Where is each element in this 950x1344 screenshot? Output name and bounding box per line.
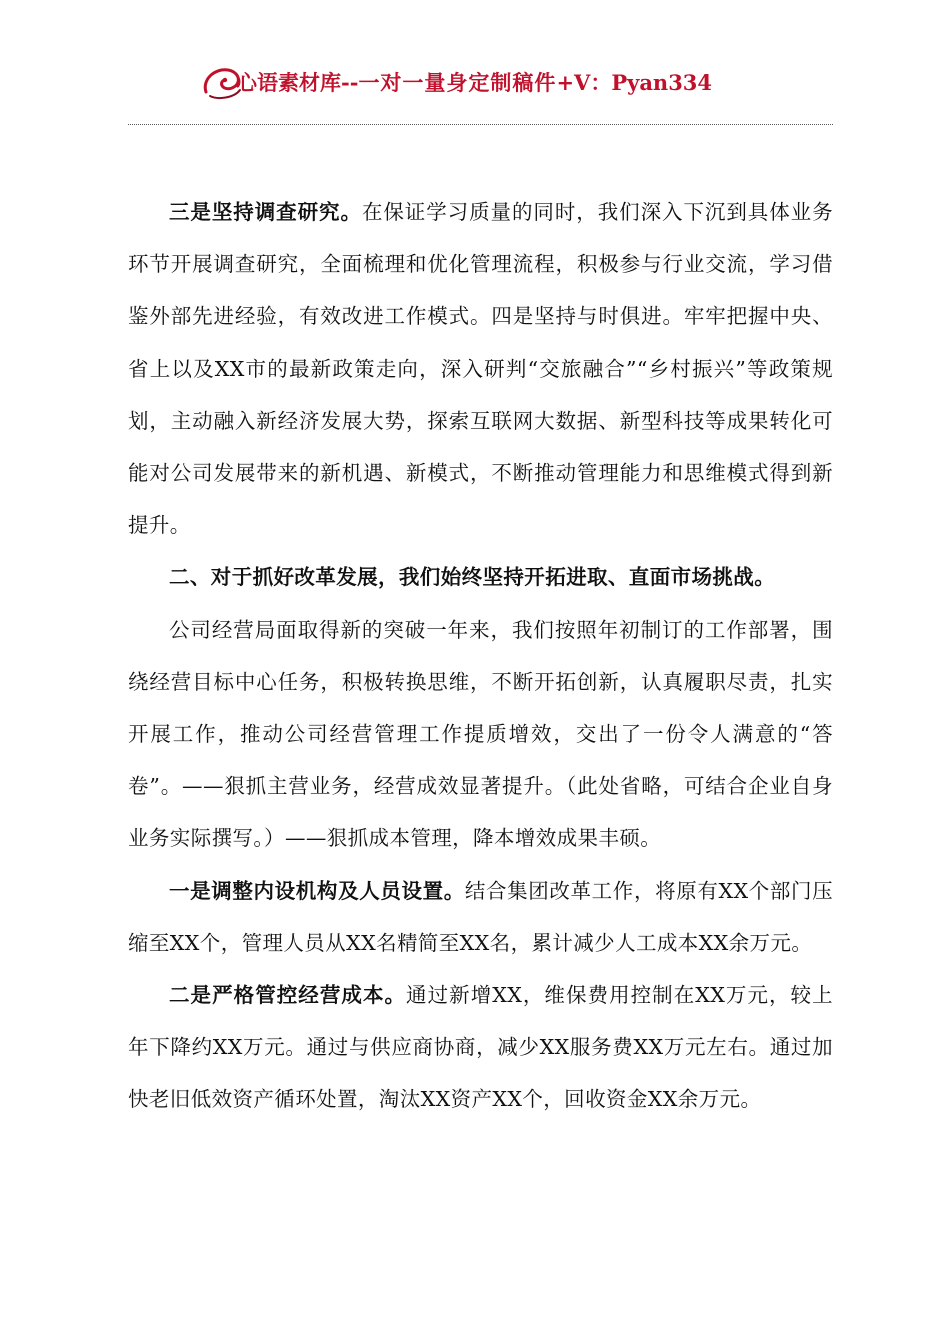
paragraph-research <box>128 186 833 551</box>
paragraph-text: 结合集团改革工作，将原有XX个部门压缩至XX个，管理人员从XX名精简至XX名，累计减少人工成本XX余万元。 <box>128 878 833 955</box>
paragraph-text: 公司经营局面取得新的突破一年来，我们按照年初制订的工作部署，围绕经营目标中心任务，积极转换思维，不断开拓创新，认真履职尽责，扎实开展工作，推动公司经营管理工作提质增效，交出了一份令人满意的“答卷”。——狠抓主营业务，经营成效显著提升。（此处省略，可结合企业自身业务实际撰写。）——狠抓成本管理，降本增效成果丰硕。 <box>128 617 833 851</box>
document-header <box>200 58 800 106</box>
paragraph-lead: 三是坚持调查研究。 <box>169 200 362 224</box>
brand-separator: -- <box>341 69 359 95</box>
brand-contact: +V：Pyan334 <box>556 70 713 95</box>
paragraph-text: 在保证学习质量的同时，我们深入下沉到具体业务环节开展调查研究，全面梳理和优化管理流程，积极参与行业交流，学习借鉴外部先进经验，有效改进工作模式。四是坚持与时俱进。牢牢把握中央、省上以及XX市的最新政策走向，深入研判“交旅融合”“乡村振兴”等政策规划，主动融入新经济发展大势，探索互联网大数据、新型科技等成果转化可能对公司发展带来的新机遇、新模式，不断推动管理能力和思维模式得到新提升。 <box>128 200 833 538</box>
paragraph-restructure <box>128 865 833 969</box>
heading-text: 二、对于抓好改革发展，我们始终坚持开拓进取、直面市场挑战。 <box>169 565 776 590</box>
paragraph-operations <box>128 604 833 865</box>
document-body <box>128 186 833 1126</box>
brand-name: 心语素材库 <box>236 70 341 95</box>
paragraph-cost-control <box>128 969 833 1126</box>
brand-slogan: 一对一量身定制稿件 <box>358 70 557 95</box>
header-divider <box>128 124 833 125</box>
section-heading <box>128 551 833 603</box>
paragraph-text: 通过新增XX，维保费用控制在XX万元，较上年下降约XX万元。通过与供应商协商，减少XX服务费XX万元左右。通过加快老旧低效资产循环处置，淘汰XX资产XX个，回收资金XX余万元。 <box>128 983 833 1112</box>
paragraph-lead: 二是严格管控经营成本。 <box>169 983 407 1008</box>
paragraph-lead: 一是调整内设机构及人员设置。 <box>169 878 465 903</box>
